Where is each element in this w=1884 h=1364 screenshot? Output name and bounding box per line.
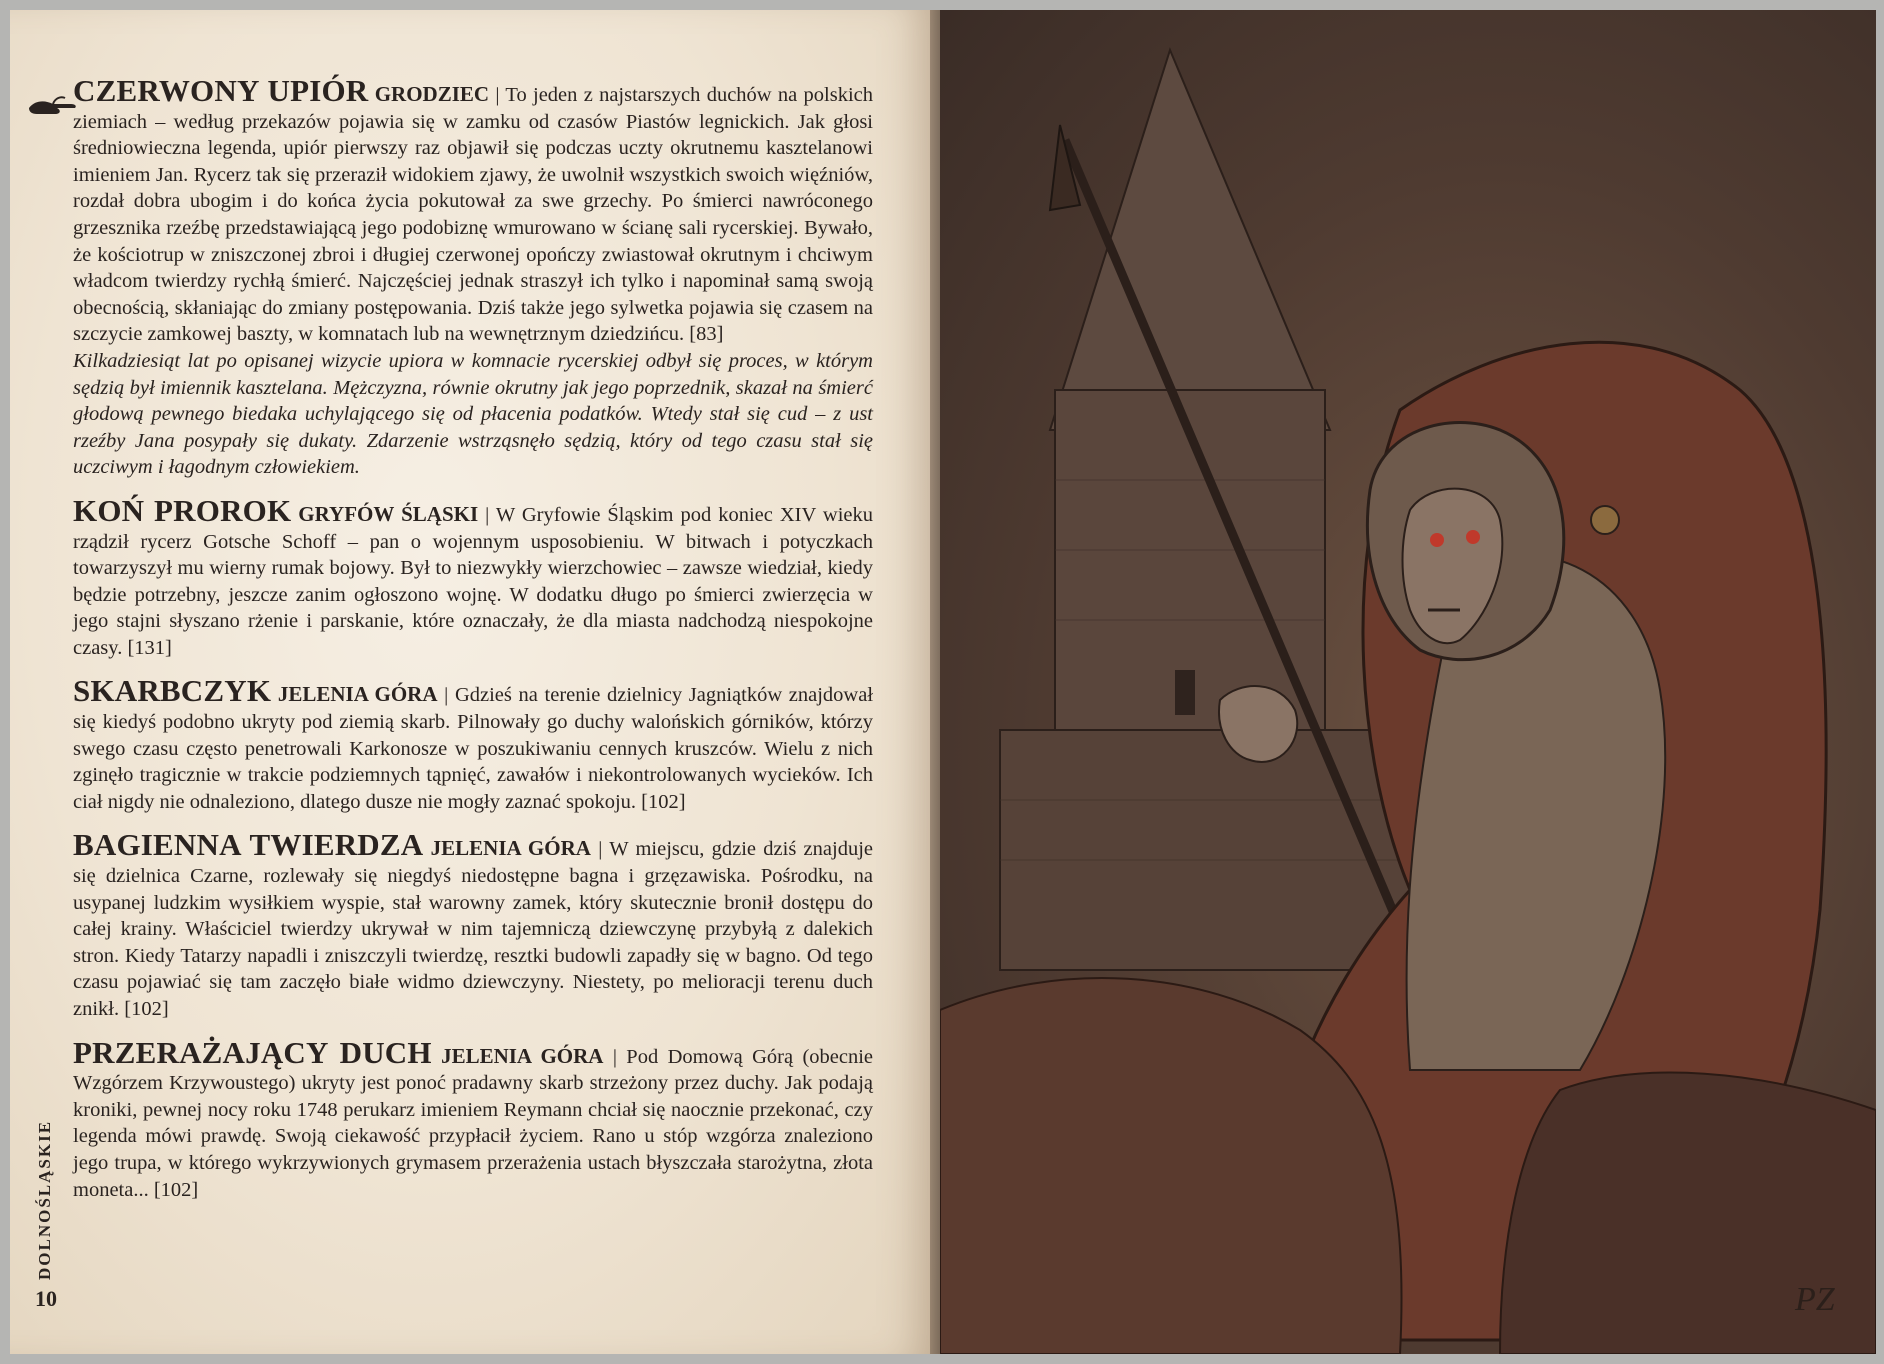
hand-ornament-icon bbox=[27, 92, 79, 118]
entry-title: SKARBCZYK bbox=[73, 673, 272, 709]
entry-italic-text: Kilkadziesiąt lat po opisanej wizycie upiora w komnacie rycerskiej odbył się proces, w którym sędzią był imiennik kasztelana. Mężczyzna, równie okrutny jak jego poprzednik, skazał na śmierć głodową pewnego biedaka uchylającego się od płacenia podatków. Wtedy stał się cud – z ust rzeźby Jana posypały się dukaty. Zdarzenie wstrząsnęło sędzią, który od tego czasu stał się uczciwym i łagodnym człowiekiem. bbox=[73, 349, 873, 479]
entry-text: Pod Domową Górą (obecnie Wzgórzem Krzywoustego) ukryty jest ponoć pradawny skarb strzeżony przez duchy. Jak podają kroniki, pewnej nocy roku 1748 perukarz imieniem Reymann chciał się naocznie przekonać, czy legenda mówi prawdę. Swoją ciekawość przypłacił życiem. Rano u stóp wzgórza znaleziono jego trupa, w którego wykrzywionych grymasem przerażenia ustach błyszczała starożytna, złota moneta... [102] bbox=[73, 1045, 874, 1201]
entry-skarbczyk bbox=[73, 673, 874, 815]
artist-signature: PZ bbox=[1795, 1281, 1835, 1318]
separator: | bbox=[444, 684, 449, 707]
tower-window bbox=[1175, 670, 1195, 715]
separator: | bbox=[495, 84, 500, 106]
entry-kon-prorok bbox=[73, 492, 873, 662]
entry-title: KOŃ PROROK bbox=[73, 492, 292, 528]
illustration-page bbox=[940, 10, 1876, 1354]
entry-text: To jeden z najstarszych duchów na polskich ziemiach – według przekazów pojawia się w zamku od czasów Piastów legnickich. Jak głosi średniowieczna legenda, upiór pierwszy raz objawił się podczas uczty okrutnemu kasztelanowi imieniem Jan. Rycerz tak się przeraził widokiem zjawy, że uwolnił wszystkich swoich więźniów, rozdał dobra ubogim i do końca życia pokutował za swe grzechy. Po śmierci nawróconego grzesznika rzeźbę przedstawiającą jego podobiznę wmurowano w ścianę sali rycerskiej. Bywało, że kościotrup w zniszczonej zbroi i długiej czerwonej opończy zwiastował okrutnym i chciwym władcom twierdzy rychłą śmierć. Najczęściej jednak straszył ich tylko i napominał samą swoją obecnością, skłaniając do zmiany postępowania. Dziś także jego sylwetka pojawia się czasem na szczycie zamkowej baszty, w komnatach lub na wewnętrznym dziedzińcu. [83] bbox=[73, 84, 873, 346]
entry-czerwony-upior bbox=[73, 73, 873, 481]
entry-title: CZERWONY UPIÓR bbox=[73, 73, 369, 108]
entries-column bbox=[73, 73, 874, 1220]
entry-title: PRZERAŻAJĄCY DUCH bbox=[73, 1034, 432, 1070]
separator: | bbox=[485, 503, 490, 526]
entry-place: JELENIA GÓRA bbox=[441, 1043, 604, 1068]
entry-przerazajacy-duch bbox=[73, 1034, 874, 1204]
separator: | bbox=[612, 1045, 617, 1068]
entry-place: GRODZIEC bbox=[374, 82, 490, 106]
ghost-eye-left bbox=[1430, 533, 1444, 547]
separator: | bbox=[598, 838, 603, 861]
page-number: 10 bbox=[35, 1286, 57, 1311]
entry-title: BAGIENNA TWIERDZA bbox=[73, 827, 424, 863]
entry-place: JELENIA GÓRA bbox=[430, 836, 591, 861]
entry-place: JELENIA GÓRA bbox=[277, 682, 438, 707]
ghost-eye-right bbox=[1466, 530, 1480, 544]
entry-bagienna-twierdza bbox=[73, 827, 873, 1022]
entry-place: GRYFÓW ŚLĄSKI bbox=[298, 501, 479, 526]
entry-text: Gdzieś na terenie dzielnicy Jagniątków znajdował się kiedyś podobno ukryty pod ziemią skarb. Pilnowały go duchy walońskich górników, którzy swego czasu często penetrowali Karkonosze w poszukiwaniu cennych kruszców. Wielu z nich zginęło tragicznie w trakcie podziemnych tąpnięć, zawałów i niekontrolowanych wycieków. Ich ciał nigdy nie odnaleziono, dlatego dusze nie mogły zaznać spokoju. [102] bbox=[73, 684, 874, 813]
entry-text: W Gryfowie Śląskim pod koniec XIV wieku rządził rycerz Gotsche Schoff – pan o wojennym usposobieniu. W bitwach i potyczkach towarzyszył mu wierny rumak bojowy. Był to niezwykły wierzchowiec – zawsze wiedział, kiedy będzie potrzebny, jeszcze zanim ogłoszono wojnę. W dodatku długo po śmierci zwierzęcia w jego stajni słyszano rżenie i parskanie, które oznaczały, że dla miasta nadchodzą niespokojne czasy. [131] bbox=[73, 503, 873, 659]
castle-tower-roof bbox=[1050, 50, 1330, 430]
cloak-brooch bbox=[1591, 506, 1619, 534]
ghost-knight-illustration bbox=[940, 10, 1876, 1354]
region-label: DOLNOŚLĄSKIE bbox=[35, 1119, 54, 1280]
entry-text: W miejscu, gdzie dziś znajduje się dzielnica Czarne, rozlewały się niegdyś niedostępne bagna i grzęzawiska. Pośrodku, na usypanej ludzkim wysiłkiem wyspie, stał warowny zamek, który skutecznie bronił dostępu do całej krainy. Właściciel twierdzy ukrywał w nim tajemniczą dziewczynę przybyłą z dalekich stron. Kiedy Tatarzy napadli i zniszczyli twierdzę, resztki budowli zapadły się w bagno. Od tego czasu pojawiać się tam zaczęło białe widmo dziewczyny. Niestety, po melioracji terenu duch znikł. [102] bbox=[73, 838, 873, 1020]
